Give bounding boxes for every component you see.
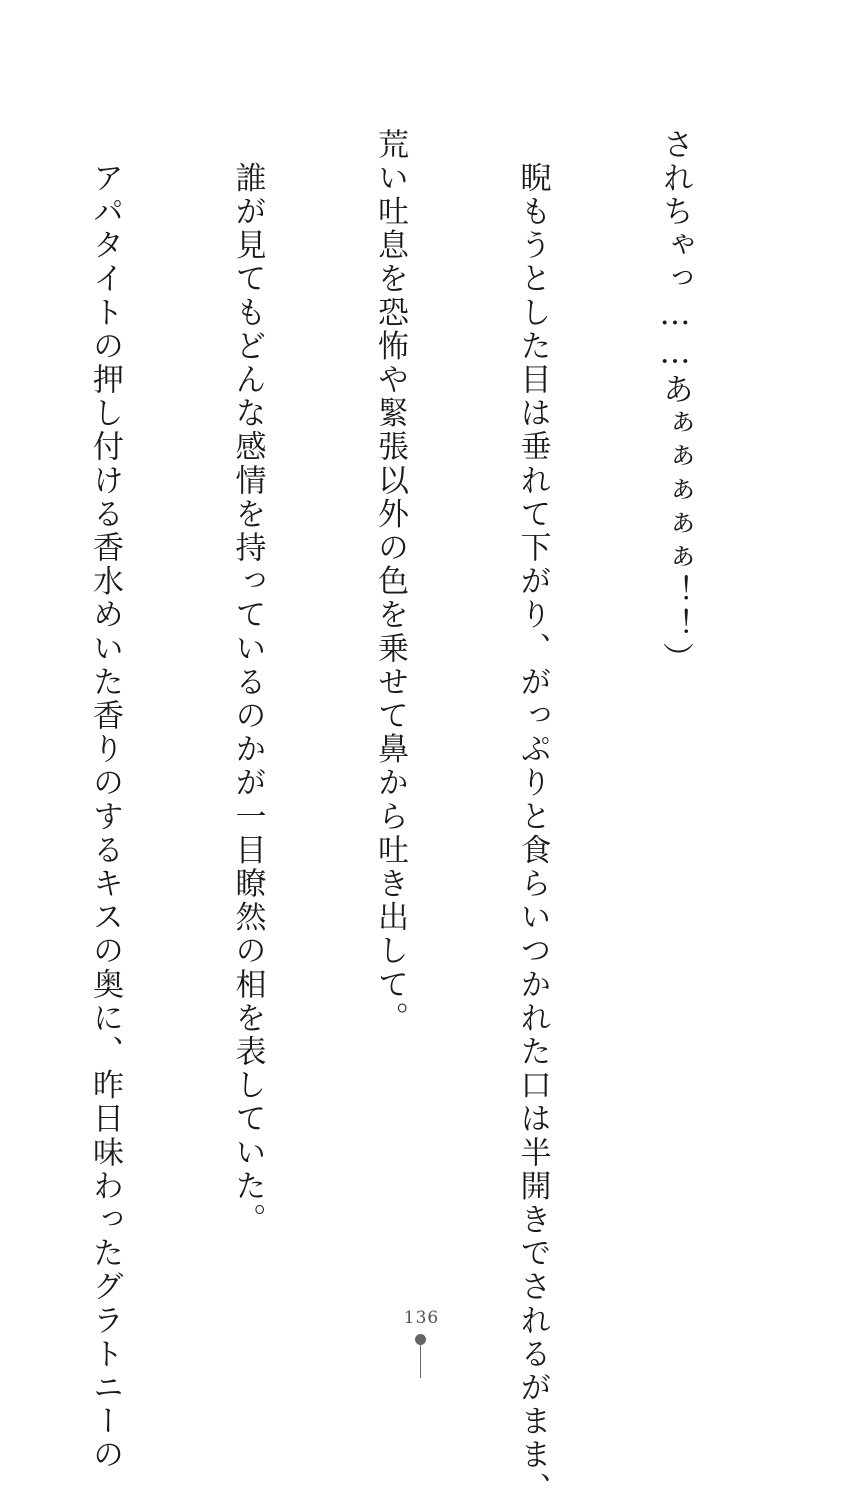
text-line: アパタイトの押し付ける香水めいた香りのするキスの奥に、昨日味わったグラトニーの (87, 128, 123, 1472)
text-line: 誰が見てもどんな感情を持っているのかが一目瞭然の相を表していた。 (229, 128, 266, 1237)
page-marker-line (420, 1344, 421, 1378)
text-line: されちゃっ……あぁぁぁぁぁ！！） (657, 128, 693, 676)
text-line: 荒い吐息を恐怖や緊張以外の色を乗せて鼻から吐き出して。 (372, 128, 408, 1036)
page-number: 136 (403, 1308, 440, 1328)
text-line: 睨もうとした目は垂れて下がり、がっぷりと食らいつかれた口は半開きでされるがまま、 (514, 128, 551, 1506)
